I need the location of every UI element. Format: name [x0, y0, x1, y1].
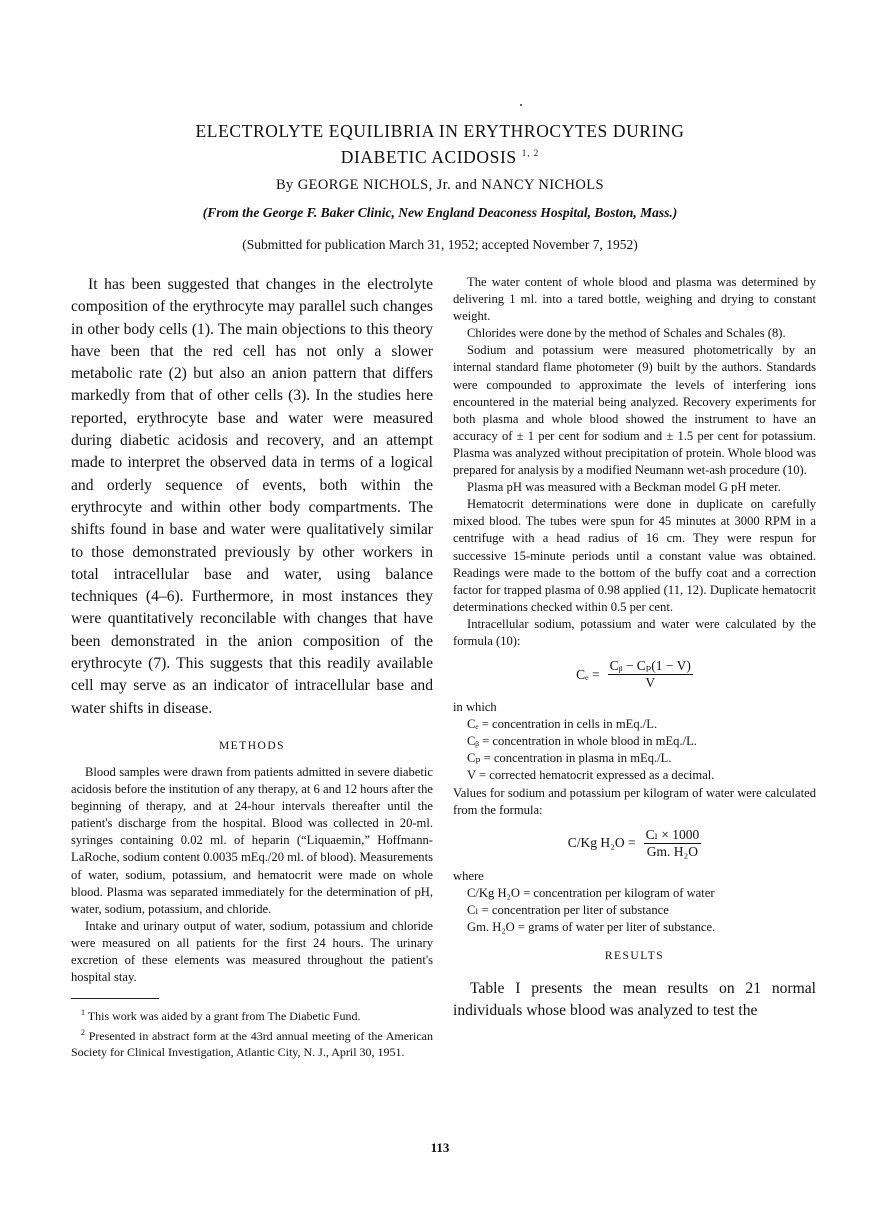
page-number: 113 — [430, 1140, 450, 1155]
formula-1-lhs: Cₑ = — [576, 666, 600, 682]
affiliation: (From the George F. Baker Clinic, New England Deaconess Hospital, Boston, Mass.) — [202, 205, 678, 220]
formula-1-fraction — [608, 658, 693, 691]
chlorides-paragraph: Chlorides were done by the method of Schales and Schales (8). — [467, 326, 786, 341]
article-title — [100, 120, 780, 168]
definition-line: Gm. H₂O = grams of water per liter of substance. — [467, 920, 716, 934]
results-heading: RESULTS — [604, 950, 665, 963]
methods-heading: METHODS — [218, 739, 286, 752]
footnote-2-mark: 2 — [81, 1027, 85, 1037]
footnote-divider — [71, 998, 159, 999]
plasma-ph-paragraph: Plasma pH was measured with a Beckman model G pH meter. — [467, 480, 781, 495]
methods-paragraph-2: Intake and urinary output of water, sodium, potassium and chloride were measured on all patients for the first 24 hours. The urinary excretion of these elements was measured throughout the patient's hospital stay. — [71, 918, 433, 985]
title-line-1: ELECTROLYTE EQUILIBRIA IN ERYTHROCYTES DURING — [195, 121, 685, 141]
where-label: where — [453, 868, 484, 883]
authors-line — [100, 177, 780, 194]
submission-dates: (Submitted for publication March 31, 1952; accepted November 7, 1952) — [242, 237, 638, 252]
right-column — [453, 274, 816, 1023]
definitions-2 — [453, 868, 816, 936]
definition-line: Cₗ = concentration per liter of substance — [467, 902, 669, 917]
footnote-2-text: Presented in abstract form at the 43rd annual meeting of the American Society for Clinical Investigation, Atlantic City, N. J., April 30, 1951. — [71, 1028, 434, 1059]
water-content-paragraph: The water content of whole blood and plasma was determined by delivering 1 ml. into a tared bottle, weighing and drying to constant weight. — [453, 275, 816, 324]
print-speck — [520, 104, 522, 106]
values-paragraph: Values for sodium and potassium per kilogram of water were calculated from the formula: — [453, 785, 816, 817]
formula-1-numerator: Cᵦ − Cₚ(1 − V) — [609, 658, 691, 674]
formula-per-kg-water — [453, 827, 816, 860]
intracellular-paragraph: Intracellular sodium, potassium and water were calculated by the formula (10): — [453, 616, 816, 648]
formula-1-denominator: V — [645, 675, 656, 691]
definitions-1 — [453, 699, 816, 819]
formula-2-numerator: Cₗ × 1000 — [645, 826, 700, 842]
title-footnote-marks: 1, 2 — [521, 148, 540, 158]
definition-line: V = corrected hematocrit expressed as a decimal. — [467, 768, 715, 783]
authors-names: GEORGE NICHOLS, Jr. and NANCY NICHOLS — [297, 177, 605, 193]
in-which-label: in which — [453, 700, 497, 715]
authors-by: By — [275, 177, 294, 193]
formula-cells-concentration — [453, 658, 816, 691]
sodium-potassium-paragraph: Sodium and potassium were measured photometrically by an internal standard flame photometer (9) built by the authors. Standards were compounded to approximate the levels of interfering ions encountered in the material being analyzed. Recovery experiments for both plasma and whole blood showed the instrument to have an accuracy of ± 1 per cent for sodium and ± 1.5 per cent for potassium. Plasma was analyzed without precipitation of protein. Whole blood was prepared for analysis by a modified Neumann wet-ash procedure (10). — [453, 343, 816, 478]
title-line-2-text: DIABETIC ACIDOSIS — [340, 146, 517, 167]
definition-line: Cᵦ = concentration in whole blood in mEq./L. — [467, 734, 697, 749]
formula-2-denominator: Gm. H₂O — [646, 843, 699, 859]
formula-2-lhs: C/Kg H₂O = — [567, 835, 636, 851]
footnote-1-text: This work was aided by a grant from The Diabetic Fund. — [87, 1009, 361, 1024]
definition-line: Cₑ = concentration in cells in mEq./L. — [467, 717, 658, 732]
definition-line: C/Kg H₂O = concentration per kilogram of water — [467, 885, 715, 900]
definition-line: Cₚ = concentration in plasma in mEq./L. — [467, 751, 672, 766]
hematocrit-paragraph: Hematocrit determinations were done in duplicate on carefully mixed blood. The tubes were spun for 45 minutes at 3000 RPM in a centrifuge with a head radius of 16 cm. They were respun for successive 15-minute periods until a constant value was obtained. Readings were made to the bottom of the buffy coat and a correction factor for trapped plasma of 0.98 applied (11, 12). Duplicate hematocrit determinations checked within 0.5 per cent. — [453, 497, 816, 614]
methods-paragraph-1: Blood samples were drawn from patients admitted in severe diabetic acidosis before the institution of any therapy, at 6 and 12 hours after the beginning of therapy, and at 24-hour intervals thereafter until the patient's discharge from the hospital. Blood was collected in 20-ml. syringes containing 0.02 ml. of heparin (“Liquaemin,” Hoffmann-LaRoche, sodium content 0.0035 mEq./20 ml. of blood). Measurements of water, sodium, potassium, and hematocrit were made on whole blood. Plasma was separated immediately for the determination of pH, water, sodium, potassium, and chloride. — [71, 764, 434, 916]
footnote-2 — [71, 1025, 433, 1061]
footnote-1-mark: 1 — [81, 1008, 85, 1018]
formula-2-fraction — [644, 827, 702, 860]
results-paragraph: Table I presents the mean results on 21 normal individuals whose blood was analyzed to test the — [453, 980, 816, 1020]
intro-paragraph: It has been suggested that changes in the electrolyte composition of the erythrocyte may parallel such changes in other body cells (1). The main objections to this theory have been that the red cell has not only a slower metabolic rate (2) but also an anion pattern that differs markedly from that of other cells (3). In the studies here reported, erythrocyte base and water were measured during diabetic acidosis and recovery, and an attempt made to interpret the observed data in terms of a logical and orderly sequence of events, both within the erythrocyte and within other body compartments. The shifts found in base and water were qualitatively similar to those demonstrated previously by other workers in total intracellular base and water, using balance techniques (4–6). Furthermore, in most instances they were quantitatively reconcilable with changes that have been demonstrated in the anion composition of the erythrocyte (7). This suggests that this readily available cell may serve as an indicator of intracellular base and water shifts in disease. — [71, 276, 433, 717]
left-column — [71, 274, 433, 1060]
title-line-2 — [100, 142, 780, 168]
footnote-1 — [71, 1005, 433, 1024]
